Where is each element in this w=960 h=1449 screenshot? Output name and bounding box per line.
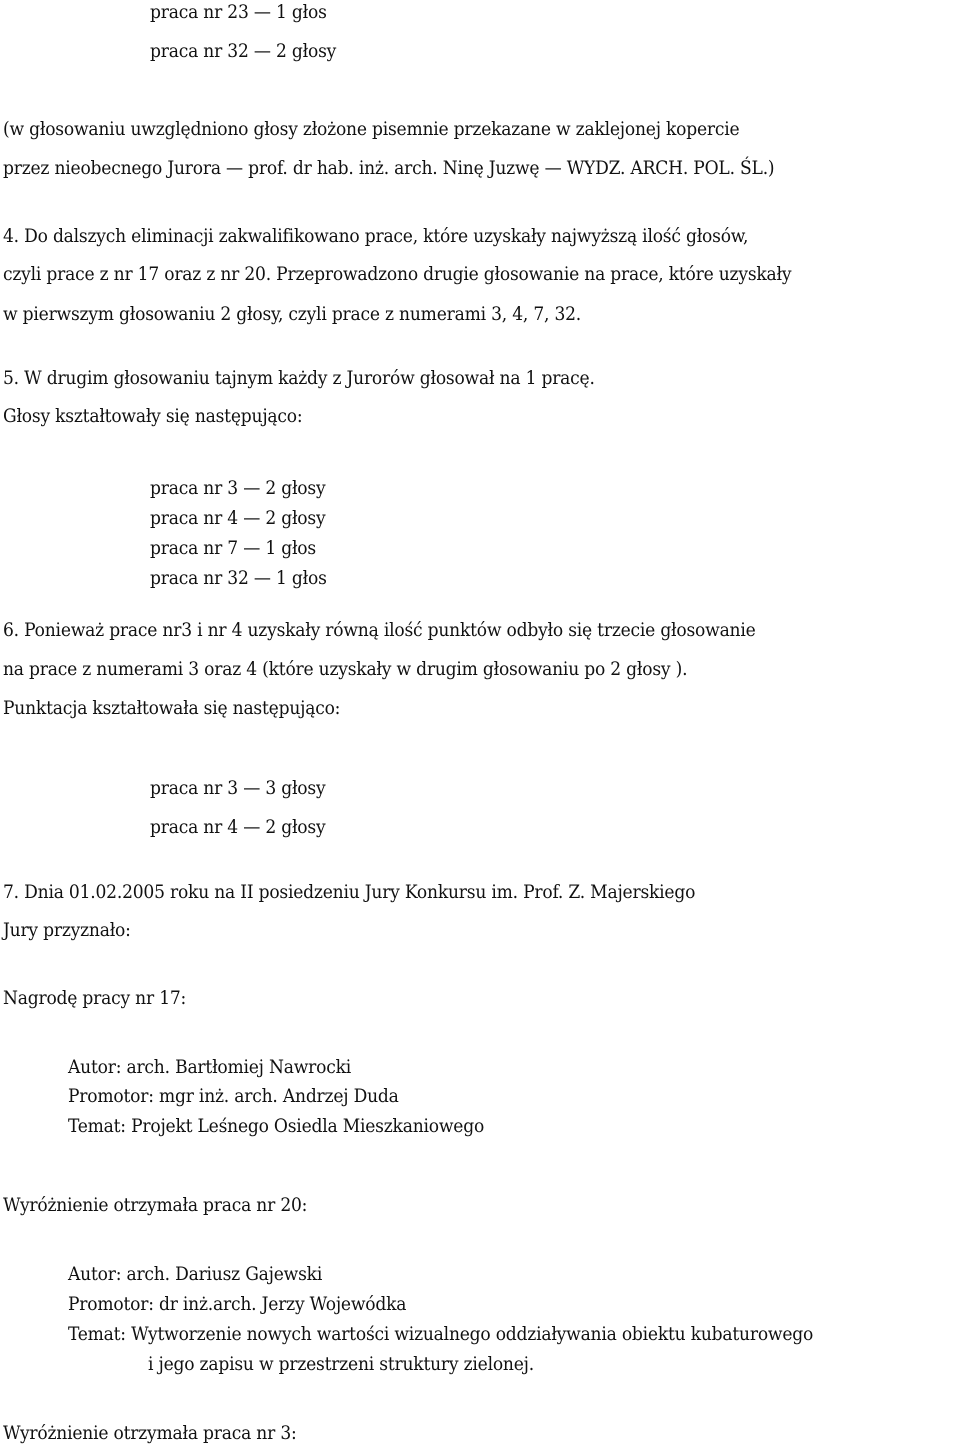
vote-result-line: praca nr 3 — 3 głosy	[150, 777, 326, 799]
vote-result-line: praca nr 7 — 1 głos	[150, 537, 316, 559]
note-line: (w głosowaniu uwzględniono głosy złożone pisemnie przekazane w zaklejonej kopercie	[3, 118, 740, 140]
award-heading: Nagrodę pracy nr 17:	[3, 987, 187, 1009]
paragraph-line: w pierwszym głosowaniu 2 głosy, czyli prace z numerami 3, 4, 7, 32.	[3, 303, 582, 325]
vote-result-line: praca nr 32 — 2 głosy	[150, 40, 337, 62]
paragraph-line: Punktacja kształtowała się następująco:	[3, 697, 341, 719]
award-heading: Wyróżnienie otrzymała praca nr 3:	[3, 1422, 297, 1444]
paragraph-line: czyli prace z nr 17 oraz z nr 20. Przeprowadzono drugie głosowanie na prace, które uzyskały	[3, 263, 792, 285]
award-topic: Temat: Wytworzenie nowych wartości wizualnego oddziaływania obiektu kubaturowego	[68, 1323, 814, 1345]
vote-result-line: praca nr 23 — 1 głos	[150, 1, 327, 23]
paragraph-line: 7. Dnia 01.02.2005 roku na II posiedzeniu Jury Konkursu im. Prof. Z. Majerskiego	[3, 881, 696, 903]
award-heading: Wyróżnienie otrzymała praca nr 20:	[3, 1194, 308, 1216]
vote-result-line: praca nr 32 — 1 głos	[150, 567, 327, 589]
paragraph-line: na prace z numerami 3 oraz 4 (które uzyskały w drugim głosowaniu po 2 głosy ).	[3, 658, 688, 680]
paragraph-line: Głosy kształtowały się następująco:	[3, 405, 303, 427]
award-topic: Temat: Projekt Leśnego Osiedla Mieszkaniowego	[68, 1115, 485, 1137]
award-promoter: Promotor: mgr inż. arch. Andrzej Duda	[68, 1085, 399, 1107]
vote-result-line: praca nr 3 — 2 głosy	[150, 477, 326, 499]
award-author: Autor: arch. Dariusz Gajewski	[68, 1263, 323, 1285]
note-line: przez nieobecnego Jurora — prof. dr hab. inż. arch. Ninę Juzwę — WYDZ. ARCH. POL. ŚL.)	[3, 157, 775, 179]
paragraph-line: 5. W drugim głosowaniu tajnym każdy z Jurorów głosował na 1 pracę.	[3, 367, 595, 389]
vote-result-line: praca nr 4 — 2 głosy	[150, 816, 326, 838]
paragraph-line: Jury przyznało:	[3, 919, 131, 941]
award-promoter: Promotor: dr inż.arch. Jerzy Wojewódka	[68, 1293, 407, 1315]
paragraph-line: 4. Do dalszych eliminacji zakwalifikowano prace, które uzyskały najwyższą ilość głosów,	[3, 225, 749, 247]
paragraph-line: 6. Ponieważ prace nr3 i nr 4 uzyskały równą ilość punktów odbyło się trzecie głosowanie	[3, 619, 756, 641]
award-author: Autor: arch. Bartłomiej Nawrocki	[68, 1056, 352, 1078]
vote-result-line: praca nr 4 — 2 głosy	[150, 507, 326, 529]
award-topic-continuation: i jego zapisu w przestrzeni struktury zielonej.	[148, 1353, 534, 1375]
